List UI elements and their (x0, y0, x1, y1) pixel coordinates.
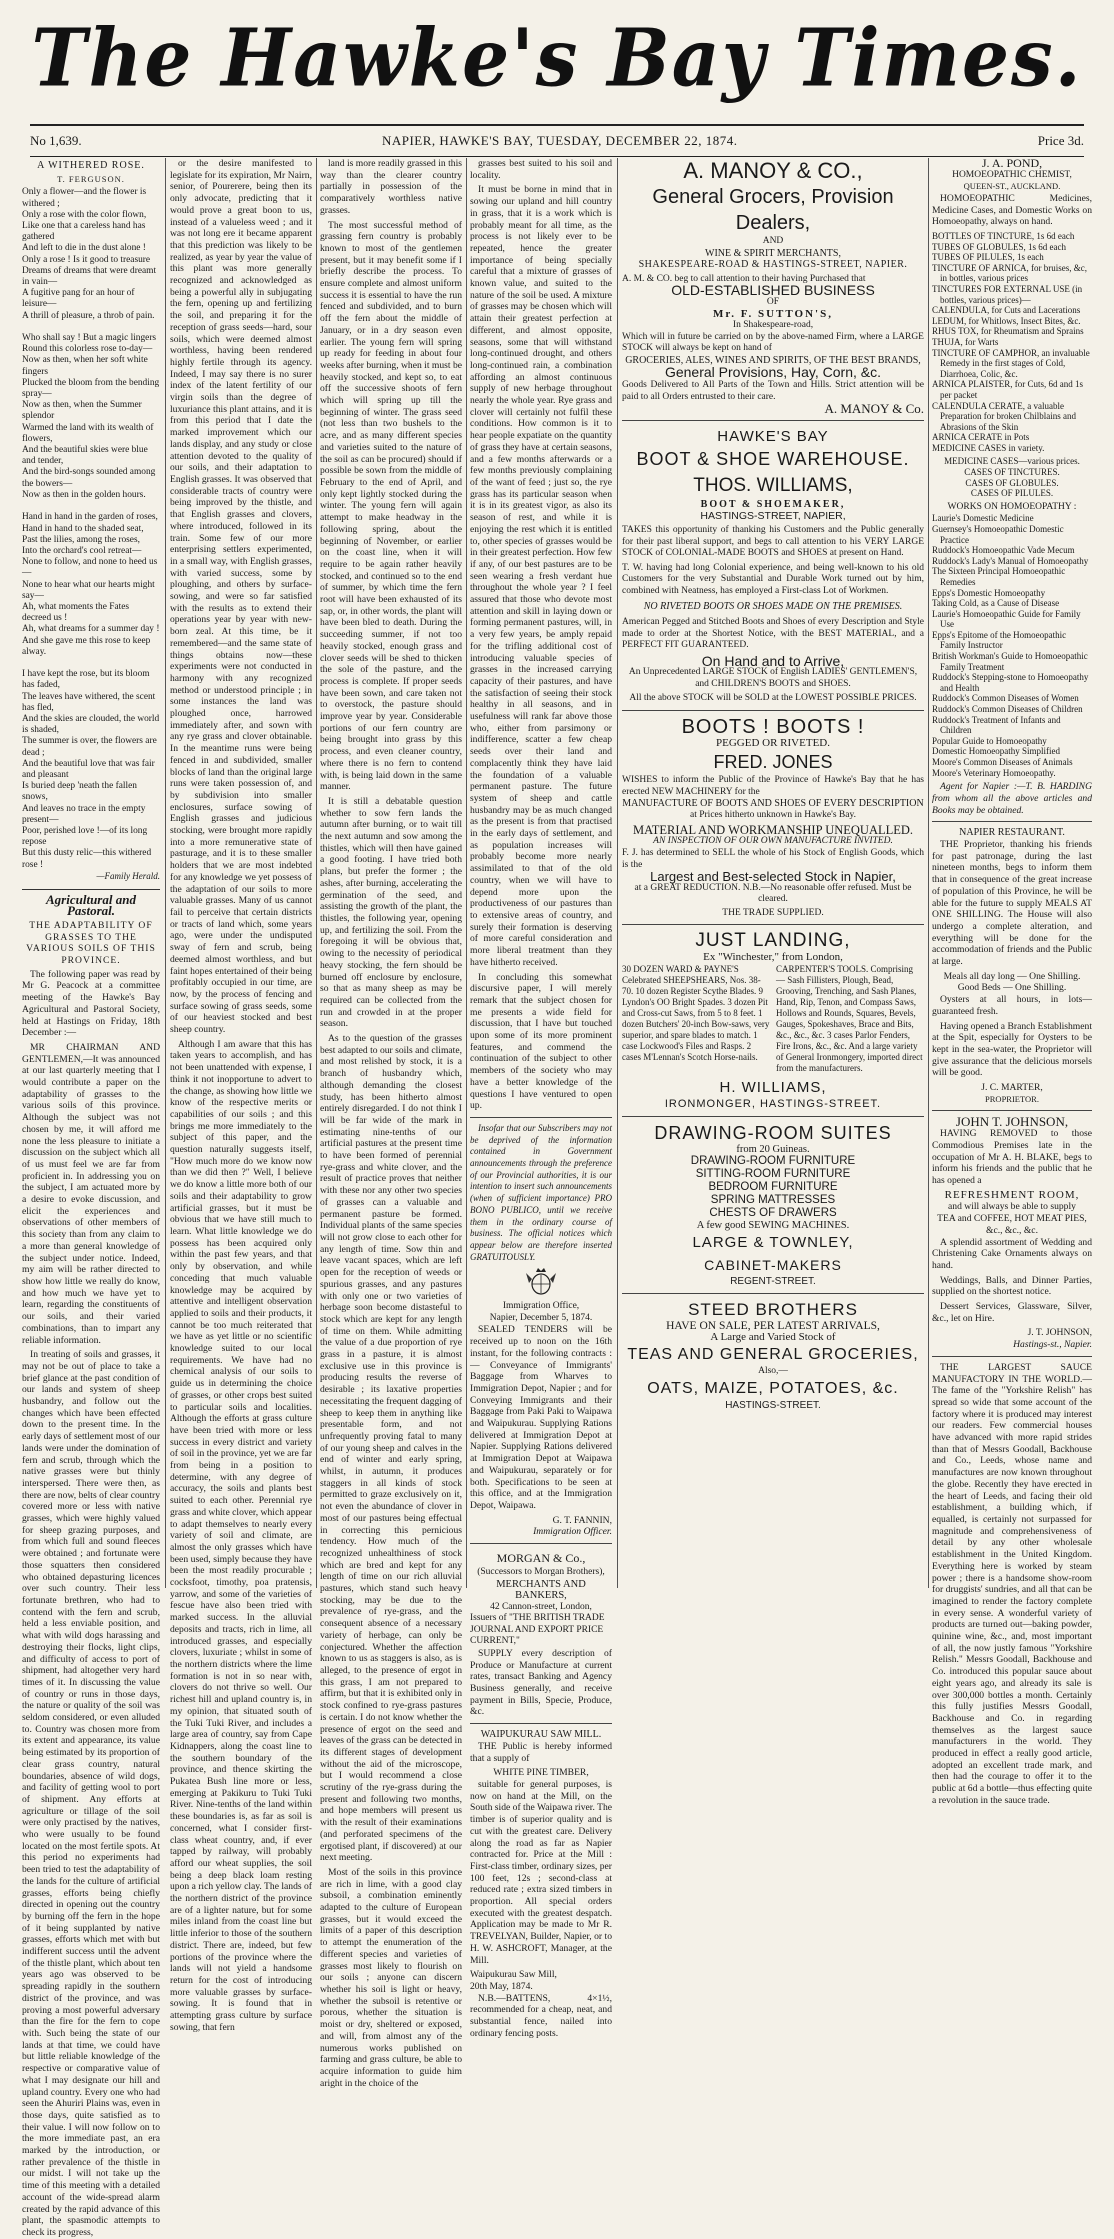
jones-material: MATERIAL AND WORKMANSHIP UNEQUALLED. (632, 822, 914, 837)
boot-arrive: On Hand and to Arrive, (701, 652, 845, 669)
immigration-role: Immigration Officer. (533, 1526, 612, 1538)
steed-also: Also,— (758, 1366, 788, 1377)
work-item: Laurie's Domestic Medicine (932, 513, 1034, 524)
jones-largest: Largest and Best-selected Stock in Napier, (650, 869, 896, 885)
johnson-room: REFRESHMENT ROOM, (944, 1188, 1080, 1201)
divider (932, 1110, 1092, 1111)
manoy-delivery: Goods Delivered to All Parts of the Town and Hills. Strict attention will be paid to all Orders entrusted to their care. (622, 380, 924, 402)
saw-mill-body: THE Public is hereby informed that a supply of (470, 1740, 612, 1764)
divider (932, 1356, 1092, 1357)
price-item: ARNICA CERATE in Pots (932, 432, 1030, 443)
morgan-body: SUPPLY every description of Produce or Manufacture at current rates, transact Banking and Agency Business generally, and receive payment in Bills, Specie, Produce, &c. (470, 1647, 612, 1718)
landing-right: CARPENTER'S TOOLS. Comprising — Sash Fillisters, Plough, Bead, Grooving, Trenching, and Sash Planes, Hand, Rip, Tenon, and Compass Saws, Hollows and Rounds, Squares, Bevels, Gauges, Spokeshaves, Brace and Bits, &c., &c., &c. 3 cases Parlor Fenders, Fire Irons, &c., &c. And a large variety of General Ironmongery, imported direct from the manufacturers. (776, 963, 923, 1073)
article-paragraph: Most of the soils in this province are rich in lime, with a good clay subsoil, a combination eminently adapted to the culture of European grasses, but it would exceed the limits of a paper of this description to attempt the enumeration of the different species and varieties of grasses most likely to flourish on our soils ; anyone can discern whether his soil is light or heavy, whether the subsoil is retentive or porous, whether the situation is moist or dry, sheltered or exposed, and will, from almost any of the numerous works published on farming and grass culture, be able to acquire information to guide him aright in the choice of the (320, 1866, 462, 2089)
price-item: CALENDULA CERATE, a valuable Preparation for broken Chilblains and Abrasions of the Skin (932, 400, 1076, 432)
boot-body1: TAKES this opportunity of thanking his Customers and the Public generally for their past liberal support, and begs to call attention to his VERY LARGE STOCK of COLONIAL-MADE BOOTS and SHOES at present on Hand. (622, 525, 924, 559)
boot-body3: American Pegged and Stitched Boots and Shoes of every Description and Style made to order at the Shortest Notice, with the BEST MATERIAL, and a PERFECT FIT GUARANTEED. (622, 617, 924, 651)
masthead (0, 0, 1114, 118)
manoy-title: A. MANOY & CO., (683, 158, 863, 183)
work-item: Epps's Epitome of the Homoeopathic Family Instructor (932, 629, 1067, 651)
work-item: Laurie's Homoeopathic Guide for Family Use (932, 608, 1081, 630)
article-paragraph: In concluding this somewhat discursive paper, I will merely remark that the subject chosen for me presents a wide field for discussion, that I have but touched upon some of its more prominent features, and commend the continuation of the subject to other members of the society who may have a better knowledge of the questions I have ventured to open up. (470, 971, 612, 1112)
steed-advert (622, 1299, 924, 1412)
restaurant-role: PROPRIETOR. (985, 1093, 1039, 1104)
boot-trade: BOOT & SHOEMAKER, (700, 498, 846, 510)
morgan-sub: (Successors to Morgan Brothers), (477, 1567, 605, 1578)
johnson-body: HAVING REMOVED to those Commodious Premises late in the occupation of Mr A. H. BLAKE, begs to inform his friends and the public that he has opened a (932, 1128, 1092, 1186)
johnson-cakes: A splendid assortment of Wedding and Christening Cake Ornaments always on hand. (932, 1236, 1092, 1271)
editorial-notice: Insofar that our Subscribers may not be deprived of the information contained in Government announcements through the preference of our Provincial authorities, it is our intention to insert such announcements (when of sufficient importance) PRO BONO PUBLICO, until we receive them in the ordinary course of business. The official notices which appear below are therefore inserted GRATUITOUSLY. (470, 1122, 612, 1262)
boot-owner: THOS. WILLIAMS, (693, 474, 853, 496)
saw-mill-title: WAIPUKURAU SAW MILL. (480, 1729, 602, 1741)
column-2 (170, 158, 312, 2033)
work-item: Guernsey's Homoeopathic Domestic Practice (932, 523, 1064, 545)
price-item: BOTTLES OF TINCTURE, 1s 6d each (932, 231, 1075, 242)
jones-body3: at Prices hitherto unknown in Hawke's Bay. (690, 810, 856, 821)
boot-body2: T. W. having had long Colonial experience, and being well-known to his old Customers for the very Substantial and Durable Work turned out by him, combined with Neatness, has employed a First-class Lot of Workmen. (622, 562, 924, 596)
manoy-advert (622, 158, 924, 415)
restaurant-sign: J. C. MARTER, (981, 1082, 1043, 1094)
jones-title: BOOTS ! BOOTS ! (681, 715, 865, 738)
poem-text: Only a flower—and the flower is withered ; Only a rose with the color flown, Like one that a careless hand has gathered And left to die in the dust alone ! Only a rose ! Is it good to treasure Dreams of dreams that were dreamt in vain— A fugitive pang for an hour of leisure— A thrill of pleasure, a throb of pain. Who shall say ! But a magic lingers Round this colorless rose to-day— Now as then, when her soft white fingers Plucked the bloom from the bending spray— Now as then, when the Summer splendor Warmed the land with its wealth of flowers, And the beautiful skies were blue and tender, And the bird-songs sounded among the bowers— Now as then in the golden hours. Hand in hand in the garden of roses, Hand in hand to the shaded seat, Past the lilies, among the roses, Into the orchard's cool retreat— None to follow, and none to heed us— None to hear what our hearts might say— Ah, what moments the Fates decreed us ! Ah, what dreams for a summer day ! And she gave me this rose to keep alway. I have kept the rose, but its bloom has faded, The leaves have withered, the scent has fled, And the skies are clouded, the world is shaded, The summer is over, the flowers are dead ; And the beautiful love that was fair and pleasant Is buried deep 'neath the fallen snows, And leaves no trace in the empty present— Poor, perished love !—of its long repose But this dusty relic—this withered rose ! (22, 187, 160, 870)
work-item: Taking Cold, as a Cause of Disease (932, 598, 1060, 609)
poem-source: —Family Herald. (96, 870, 160, 881)
divider (622, 1293, 924, 1294)
article-paragraph: grasses best suited to his soil and locality. (470, 158, 612, 181)
price-item: LEDUM, for Whitlows, Insect Bites, &c. (932, 315, 1081, 326)
case-item: MEDICINE CASES—various prices. (944, 456, 1080, 467)
royal-crest-icon (521, 1267, 561, 1297)
landing-sign2: IRONMONGER, HASTINGS-STREET. (664, 1097, 882, 1110)
landing-ex: Ex "Winchester," from London, (703, 951, 843, 964)
column-rule (316, 158, 317, 1588)
boot-lowest: All the above STOCK will be SOLD at the LOWEST POSSIBLE PRICES. (629, 693, 917, 704)
pond-name: J. A. POND, (981, 156, 1043, 170)
steed-oats: OATS, MAIZE, POTATOES, &c. (647, 1379, 899, 1397)
landing-left: 30 DOZEN WARD & PAYNE'S Celebrated SHEEPSHEARS, Nos. 38-70. 10 dozen Register Scythe Blades. 9 Lyndon's OO Bright Spades. 3 dozen Pit and Cross-cut Saws, from 5 to 8 feet. 1 dozen Butchers' 20-inch Bow-saws, very superior, and spare blades to match. 1 case Lockwood's Files and Rasps. 2 cases M'Lennan's Scotch Horse-nails. (622, 963, 770, 1062)
immigration-body: SEALED TENDERS will be received up to noon on the 16th instant, for the following contracts :— Conveyance of Immigrants' Baggage from Wharves to Immigration Depot, Napier ; and for Conveying Immigrants and their Baggage from Paki Paki to Waipawa and Waipukurau. Supplying Rations delivered at Immigration Depot at Napier. Supplying Rations delivered at Immigration Depot at Waipawa and Waipukurau, separately or for both. Specifications to be seen at this office, and at the Immigration Depot, Waipawa. (470, 1324, 612, 1511)
price-item: TUBES OF GLOBULES, 1s 6d each (932, 241, 1066, 252)
townley-item: DRAWING-ROOM FURNITURE (690, 1155, 856, 1168)
johnson-street: Hastings-st., Napier. (1013, 1339, 1092, 1351)
immigration-signature: G. T. FANNIN, (552, 1514, 612, 1526)
steed-teas: TEAS AND GENERAL GROCERIES, (627, 1346, 919, 1364)
manoy-intro: A. M. & CO. beg to call attention to their having Purchased that (622, 273, 866, 284)
steed-line2: A Large and Varied Stock of (710, 1331, 836, 1344)
townley-few: A few good SEWING MACHINES. (696, 1220, 850, 1232)
restaurant-title: NAPIER RESTAURANT. (959, 827, 1065, 839)
immigration-office: Immigration Office, (502, 1301, 580, 1312)
morgan-line: MERCHANTS AND BANKERS, (496, 1578, 586, 1602)
townley-firm2: CABINET-MAKERS (704, 1257, 842, 1274)
jones-sub: PEGGED OR RIVETED. (716, 736, 830, 749)
townley-item: SPRING MATTRESSES (710, 1194, 836, 1207)
jones-inspection: AN INSPECTION OF OUR OWN MANUFACTURE INVITED. (653, 836, 893, 847)
jones-name: FRED. JONES (713, 752, 833, 773)
johnson-dessert: Dessert Services, Glassware, Silver, &c., let on Hire. (932, 1301, 1092, 1324)
landing-sign: H. WILLIAMS, (719, 1078, 827, 1096)
column-5-adverts (622, 158, 924, 1588)
boot-riveted: NO RIVETED BOOTS OR SHOES MADE ON THE PREMISES. (643, 601, 903, 613)
restaurant-meals: Meals all day long — One Shilling. (943, 970, 1081, 982)
manoy-goods: GROCERIES, ALES, WINES AND SPIRITS, OF THE BEST BRANDS, (625, 354, 921, 366)
article-paragraph: Although I am aware that this has taken years to accomplish, and has not been unattended with expense, I think it not inopportune to advert to the change, as showing how little we know of the respective merits or capabilities of our soils ; and this brings me more immediately to the subject of this paper, and the question naturally suggests itself, "How much more do we know now than we did then ?" Well, I believe we do know a little more both of our soils and their adaptability to grow artificial grasses, but it must be obvious that we have still much to learn. What little knowledge we do possess has been acquired only within the past few years, and that only by observation, and while conceding that much valuable knowledge may be acquired by attentive and intelligent observation applied to soils and their products, it cannot be too much reiterated that we have as yet little or no scientific knowledge suited to our local requirements. We have had no chemical analysis of our soils to guide us in determining the choice of grasses, or other crops best suited to particular soils and localities. Although the efforts at grass culture have been tried with more or less success in every district and variety of soil in the province, yet we are far from being in a position to determine, with any degree of accuracy, the soils and plants best suited to each other. Perennial rye grass and white clover, which appear to adapt themselves to nearly every variety of soil and climate, are almost the only grasses which have been used, simply because they have been the most readily procurable ; cocksfoot, timothy, poa pratensis, yarrow, and some of the varieties of fescue have also been tried with marked success. In the alluvial deposits and tracts, rich in lime, all introduced grasses, and especially clovers, luxuriate ; whilst in some of the northern districts where the lime formation is not in so near with, clovers do not thrive so well. Our richest hill and upland country is, in my opinion, that situated south of the Tuki Tuki River, and includes a large area of country, say from Cape Kidnappers, along the coast line to the southern boundary of the province, and thence skirting the Pukatea Bush line more or less, emerging at Pakikuru to Tuki Tuki River. Nine-tenths of the land within these boundaries is, as far as soil is concerned, what I consider first-class wheat country, and, if ever tapped by railway, will probably afford our wheat supplies, the soil being a deep black loam resting upon a rich yellow clay. The lands of the northern district of the province are of a lighter nature, but for some miles inland from the coast line but little inferior to those of the southern district. There are, indeed, but few portions of the province where the lands will not yield a handsome return for the cost of introducing more valuable grasses by surface-sowing. It is found that in attempting grass culture by surface sowing, that fern (170, 1038, 312, 2033)
saw-mill-date: 20th May, 1874. (470, 1980, 533, 1992)
issue-number: No 1,639. (30, 133, 82, 148)
section-heading: Agricultural and Pastoral. (22, 889, 160, 917)
boot-arrive-body: An Unprecedented LARGE STOCK of English LADIES' GENTLEMEN'S, and CHILDREN'S BOOTS and SHOES. (628, 667, 918, 689)
manoy-line1: General Grocers, Provision Dealers, (652, 186, 894, 234)
work-item: Ruddock's Common Diseases of Women (932, 693, 1079, 704)
restaurant-oysters: Oysters at all hours, in lots—guaranteed fresh. (932, 994, 1092, 1017)
work-item: Epps's Domestic Homoeopathy (932, 587, 1046, 598)
townley-title: DRAWING-ROOM SUITES (654, 1122, 892, 1143)
manoy-body: Which will in future be carried on by the above-named Firm, where a LARGE STOCK will always be kept on hand of (622, 331, 924, 354)
price-item: ARNICA PLAISTER, for Cuts, 6d and 1s per packet (932, 379, 1084, 400)
work-item: Ruddock's Stepping-stone to Homoeopathy and Health (932, 672, 1089, 693)
morgan-title: MORGAN & Co., (496, 1551, 586, 1566)
article-paragraph: land is more readily grassed in this way than the clearer country partially in possession of the comparatively worthless native grasses. (320, 158, 462, 216)
work-item: British Workman's Guide to Homoeopathic Family Treatment (932, 651, 1088, 672)
work-item: Ruddock's Lady's Manual of Homoeopathy (932, 555, 1089, 566)
case-item: CASES OF PILULES. (970, 488, 1054, 499)
divider (470, 1723, 612, 1724)
article-paragraph: In treating of soils and grasses, it may not be out of place to take a brief glance at the past condition of our lands and system of sheep husbandry, and follow out the changes which have been effected down to the present time. In the early days of settlement most of our lands were under the domination of fern and scrub, through which the native grasses were but thinly interspersed. There were then, as there are now, belts of clear country covered more or less with native grasses, which were highly valued for sheep grazing purposes, and from which full and sound fleeces were obtained ; and fortunate were those squatters then considered who obtained depasturing licences over such country. Their less fortunate brethren, who had to contend with the fern and scrub, held a less enviable position, and what with wild dogs harassing and destroying their flocks, light clips, and difficulty of access to port of shipment, had altogether very hard times of it. In discussing the value of country or runs in those days, the nature or quality of the soil was seldom considered, or even alluded to. Country was chosen more from its extent and appearance, its value being estimated by its proportion of clear grass country, natural boundaries, absence of wild dogs, and facility of getting wool to port of shipment. Any efforts at agriculture or tillage of the soil were only practised by the natives, who were usually to be found located on the most fertile spots. At this period no experiments had been tried to test the adaptability of the lands for the culture of artificial grasses, efforts being chiefly directed in opening out the country by burning off the fern in the hope of it being supplanted by native grasses, efforts which met with but indifferent success until the advent of the thistle plant, which about ten years ago was observed to be spreading rapidly in the southern district of the province, and was proving a most powerful adversary than the fire for the fern to cope with. Such being the state of our lands at that time, we could have but little reliable knowledge of the respective or comparative value of what I may designate our hill and upland country. Every one who had seen the Ahuriri Plains was, even in those days, quite satisfied as to their value. I will now follow on to the more immediate past, an era marked by the introduction, or rather prevalence of the thistle in our midst. I will not take up the time of this meeting with a detailed account of the wide-spread alarm created by the rapid advance of this plant, the spasmodic attempts to check its progress, (22, 1349, 161, 2238)
boot-advert (622, 426, 924, 705)
article-paragraph: or the desire manifested to legislate for its expiration, Mr Nairn, senior, of Pourerere, being then its only advocate, predicting that it would prove a great boon to us, instead of a valueless weed ; and it was not long ere it became apparent that this prediction was likely to be realized, as year by year the value of this plant was more generally recognized and acknowledged as being a powerful ally in subjugating the fern, opening up and fertilizing the soil, and preparing it for the reception of grass seeds—hard, sour soils, which were deemed almost worthless, having been rendered highly fertile through its agency. Indeed, I may say there is no surer index of the latent fertility of our virgin soils than the degree of luxuriance this plant attains, and it is from this period that I date the marked improvement which our lands display, and any study or close attention devoted to the quality of our soils, and their adaptation to English grasses. It was observed that considerable tracts of country were being improved by the thistle, and that English grasses and clovers, where introduced, followed in its train. Some few of our more enterprising settlers experimented, in a small way, with English grasses, with varied success, some by ploughing, and others by surface-sowing, and were so far satisfied with the results as to extend their operations year by year with new-born zeal. At this time, be it remembered—and the same state of things obtains now—these experiments were not conducted in harmony with any recognized method or understood principle ; in some instances the land was ploughed once, harrowed immediately after, and sown with any rye grass and clover obtainable. In the meantime runs were being fenced in and subdivided, smaller blocks of land than the original large runs were taken possession of, and by subdivision into smaller enclosures, surface sowing of English grasses and judicious stocking, were brought more rapidly into a more remunerative state of pasturage, and it is to these smaller holders that we are most indebted for any knowledge we yet possess of the adaptation of our soils to more valuable grasses. Many of us cannot fail to perceive that certain districts or tracts of land which, some years ago, were under the undisputed sway of fern and scrub, being deemed almost worthless, and but faint hopes entertained of their being profitably occupied in our time, are now, by the process of fencing and surface sowing of grass seeds, some of our heaviest stocked and best sheep country. (170, 158, 312, 1036)
work-item: The Sixteen Principal Homoeopathic Remedies (932, 566, 1066, 587)
pond-works-title: WORKS ON HOMOEOPATHY : (947, 501, 1077, 512)
townley-item: SITTING-ROOM FURNITURE (695, 1168, 851, 1181)
column-4 (470, 158, 612, 2039)
poem-author: T. FERGUSON. (57, 173, 125, 184)
johnson-supply: and will always be able to supply (948, 1201, 1076, 1213)
work-item: Moore's Veterinary Homoeopathy. (932, 767, 1056, 778)
column-rule (928, 158, 929, 1588)
divider (622, 1116, 924, 1117)
townley-item: CHESTS OF DRAWERS (709, 1207, 837, 1220)
landing-lists (622, 964, 924, 1074)
restaurant-beds: Good Beds — One Shilling. (957, 982, 1067, 994)
restaurant-branch: Having opened a Branch Establishment at the Spit, especially for Oysters to be kept in the sea-water, the Proprietor will give assurance that the delicious morsels will be good. (932, 1020, 1092, 1079)
jones-advert (622, 716, 924, 920)
pond-title: HOMOEOPATHIC CHEMIST, (952, 169, 1072, 180)
article-paragraph: The most successful method of grassing fern country is probably known to most of the gentlemen present, but it may benefit some if I briefly describe the process. To ensure complete and almost uniform success it is essential to have the run fenced and subdivided, and to burn off the fern about the middle of January, or in a dry season even earlier. The young fern will spring up ready for feeding in about four weeks after burning, when it must be heavily stocked, and kept so, to eat off the successive shoots of fern which will spring up till the beginning of winter. The grass seed (not less than two bushels to the acre, and as many different species and varieties suited to the nature of the soil as can be procured) should if possible be sown from the middle of February to the end of April, and only kept lightly stocked during the winter. The young fern will again attempt to make headway in the following spring, about the beginning of November, or earlier on the coast line, when it will require to be again rather heavily stocked, and continued so to the end of summer, by which time the fern root will have been exhausted of its sap, or, in other words, the plant will have been bled to death. During the succeeding summer, if not too heavily stocked, enough grass and clover seeds will be shed to thicken the sole of the pasture, and the process is complete. If proper seeds have been sown, and care taken not to overstock, the pasture should improve year by year. Considerable portions of our fern country are being brought into grass by this process, and even cleaner country, where there is no fern to contend with, is being laid down in the same manner. (320, 219, 463, 793)
saw-mill-sign: Waipukurau Saw Mill, (470, 1969, 557, 1981)
pond-address: QUEEN-ST., AUCKLAND. (963, 181, 1061, 192)
steed-line1: HAVE ON SALE, PER LATEST ARRIVALS, (666, 1319, 880, 1332)
landing-advert (622, 930, 924, 1110)
masthead-title: The Hawke's Bay Times. (31, 11, 1083, 105)
manoy-business: OLD-ESTABLISHED BUSINESS (671, 282, 875, 299)
steed-street: HASTINGS-STREET. (725, 1399, 821, 1411)
work-item: Domestic Homoeopathy Simplified (932, 746, 1060, 757)
article-paragraph: MR CHAIRMAN AND GENTLEMEN,—It was announced at our last quarterly meeting that I would contribute a paper on the adaptability of grasses to the various soils of this province. Although the subject was not chosen by me, it will afford me none the less pleasure to initiate a discussion on the subject which all of us must feel we are far from proficient in. In addressing you on the subject, I am actuated more by a desire to evoke discussion, and elicit the experiences and observations of other members of this society than from any claim to a more than general knowledge of the subject under notice. Indeed, my aim will be rather directed to show how little we really do know, and how much we have yet to learn, regarding the constituents of our soils, and their varied combinations, than to impart any reliable information. (22, 1041, 160, 1346)
price-item: TINCTURE OF CAMPHOR, an invaluable Remedy in the first stages of Cold, Diarrhoea, Colic, &c. (932, 347, 1090, 379)
restaurant-body: THE Proprietor, thanking his friends for past patronage, during the last nineteen months, begs to inform them that in consequence of the great increase of population of this Province, he will be able for the future to supply MEALS AT ONE SHILLING. The House will also undergo a complete alteration, and everything will be done for the accommodation of friends and the Public at large. (932, 839, 1092, 968)
manoy-sign: A. MANOY & Co. (824, 401, 924, 417)
column-rule (466, 158, 467, 1588)
steed-title: STEED BROTHERS (688, 1299, 858, 1319)
manoy-and: AND (762, 236, 784, 246)
sauce-article: THE LARGEST SAUCE MANUFACTORY IN THE WORLD.—The fame of the "Yorkshire Relish" has spread so wide that some account of the factory where it is produced may interest our readers. Few commercial houses have advanced with more rapid strides than that of Messrs Goodall, Backhouse and Co., Leeds, whose name and manufactures are now known throughout the globe. Recently they have erected in the heart of Leeds, and facing their old establishment, a building which, if equalled, is certainly not surpassed for magnitude and comprehensiveness of detail by any other wholesale establishment in the United Kingdom. Everything here is worked by steam power ; there is a handsome show-room for druggists' sundries, and all that can be imagined to render the factory complete in every sense. A wonderful variety of products are turned out—baking powder, quinine wine, &c., and, most important of all, the now justly famous "Yorkshire Relish." Messrs Goodall, Backhouse and Co. introduced this popular sauce about eight years ago, and already its sale is over 300,000 bottles a month. Certainly this fully justifies Messrs Goodall, Backhouse and Co. in regarding themselves as the largest sauce manufacturers in the world. They produced in effect a really good article, adopted an excellent trade mark, and then had the courage to offer it to the public at 6d a bottle—thus effecting quite a revolution in the sauce trade. (932, 1361, 1092, 1806)
price-item: RHUS TOX, for Rheumatism and Sprains (932, 326, 1084, 337)
townley-advert (622, 1122, 924, 1288)
jones-body2: MANUFACTURE OF BOOTS AND SHOES OF EVERY DESCRIPTION (622, 798, 924, 810)
johnson-tea: TEA and COFFEE, HOT MEAT PIES, &c., &c., &c. (937, 1213, 1087, 1236)
case-item: CASES OF TINCTURES. (964, 467, 1060, 478)
jones-body4: F. J. has determined to SELL the whole of his Stock of English Goods, which is the (622, 848, 924, 870)
manoy-line3: SHAKESPEARE-ROAD & HASTINGS-STREET, NAPIER. (638, 259, 908, 271)
column-3 (320, 158, 463, 2089)
issue-date: NAPIER, HAWKE'S BAY, TUESDAY, DECEMBER 22, 1874. (381, 133, 738, 148)
price-item: THUJA, for Warts (932, 336, 999, 347)
morgan-address: 42 Cannon-street, London, (490, 1601, 592, 1612)
dateline (30, 124, 1084, 157)
column-rule (617, 158, 618, 1588)
boot-street: HASTINGS-STREET, NAPIER, (700, 509, 846, 522)
townley-from: from 20 Guineas. (736, 1143, 810, 1155)
work-item: Moore's Common Diseases of Animals (932, 757, 1073, 768)
price-item: TINCTURE OF ARNICA, for bruises, &c, in bottles, various prices (932, 262, 1087, 284)
johnson-weddings: Weddings, Balls, and Dinner Parties, supplied on the shortest notice. (932, 1274, 1092, 1298)
saw-mill-timber: WHITE PINE TIMBER, (493, 1767, 589, 1779)
divider (470, 1543, 612, 1544)
article-paragraph: It is still a debatable question whether to sow fern lands the autumn after burning, or to wait till the next autumn and sow among the thistles, which will then have gained a good footing. I have tried both plans, but prefer the former ; the ashes, after burning, accelerating the germination of the seed, and assisting the growth of the plant, the thistles, the following year, opening up, and fertilizing the soil. From the foregoing it will be obvious that, owing to the necessity of periodical heavy stocking, the fern should be burned off enclosure by enclosure, so that as many sheep as may be required can be collected from the run and crowded in at the proper season. (320, 795, 462, 1030)
divider (622, 924, 924, 925)
pond-body: HOMOEOPATHIC Medicines, Medicine Cases, and Domestic Works on Homoeopathy, always on hand. (932, 192, 1092, 228)
price-item: TINCTURES FOR EXTERNAL USE (in bottles, various prices)— (932, 283, 1083, 305)
article-paragraph: The following paper was read by Mr G. Peacock at a committee meeting of the Hawke's Bay Agricultural and Pastoral Society, held at Hastings on Friday, 18th December :— (22, 968, 160, 1039)
work-item: Ruddock's Common Diseases of Children (932, 704, 1083, 715)
price-item: MEDICINE CASES in variety. (932, 442, 1045, 453)
pond-works (932, 513, 1092, 778)
landing-title: JUST LANDING, (695, 930, 851, 952)
column-rule (165, 158, 166, 1588)
work-item: Ruddock's Treatment of Infants and Children (932, 714, 1061, 736)
article-paragraph: It must be borne in mind that in sowing our upland and hill country in grass, that it is a work which is probably meant for all time, as the process is not likely ever to be repeated, hence the greater importance of being specially careful that a mixture of grasses of known value, and suited to the nature of the soil be used. A mixture of grasses may be chosen which will attain their greatest perfection at different, and almost opposite, seasons, some that will withstand long-continued drought, and others long-continued rain, a combination affording an almost continuous supply of new herbage throughout nearly the whole year. Rye grass and clover will certainly not fulfil these conditions. How common is it to hear people expatiate on the quantity of grass they have at certain seasons, and a few months afterwards or a few months previously complaining of the want of feed ; just so, the rye grass has its particular season when it is in its greatest vigor, as also its season of rest, and while it is enjoying the rest which it is entitled to, other species of grasses would be in their greatest perfection. How few if any, of our best pastures are to be seen wearing a fresh verdant hue throughout the whole year ? I feel assured that those who devote most attention and skill in laying down or forming permanent pastures, will, in a very few years, be amply repaid for the trifling additional cost of introducing valuable species of grasses in the increased carrying capacity of their pastures, and have the satisfaction of seeing their stock healthy in all seasons, and in usefulness will rank far above those who, either from parsimony or indifference, scatter a few cheap seeds over their land and complacently think they have laid the foundation of a valuable permanent pasture. The future system of sheep and cattle husbandry may be as much changed as the present is from that practised in the early days of settlement, and as population increases will probably become more nearly assimilated to that of the old country, when we will have to depend more upon the productiveness of our pastures than to extensive areas of country, and surely their formation is deserving of more careful consideration and more liberal treatment than they have hitherto received. (470, 184, 612, 968)
manoy-line2: WINE & SPIRIT MERCHANTS, (705, 247, 841, 259)
divider (622, 420, 924, 421)
case-item: CASES OF GLOBULES. (965, 477, 1059, 488)
manoy-sutton: Mr. F. SUTTON'S, (713, 307, 833, 320)
work-item: Ruddock's Homoeopathic Vade Mecum (932, 545, 1075, 556)
work-item: Popular Guide to Homoeopathy (932, 735, 1047, 746)
pond-agent: Agent for Napier :—T. B. HARDING from whom all the above articles and Books may be obtained. (932, 781, 1092, 816)
manoy-general: General Provisions, Hay, Corn, &c. (664, 363, 882, 380)
immigration-date: Napier, December 5, 1874. (489, 1312, 593, 1323)
pond-price-list (932, 231, 1092, 453)
johnson-name: JOHN T. JOHNSON, (955, 1114, 1069, 1130)
article-paragraph: As to the question of the grasses best adapted to our soils and climate, and most relished by stock, it is a branch of husbandry which, although demanding the closest study, has been hitherto almost entirely disregarded. I do not think I will be far wide of the mark in estimating nine-tenths of our artificial pastures at the present time to have been formed of perennial rye-grass and white clover, and the result of practice proves that neither with these nor any other two species of grasses can a valuable and permanent pasture be formed. Individual plants of the same species will not grow close to each other for any length of time. Sow thin and leave vacant spaces, which are left open for the reception of weeds or spurious grasses, and any pastures with only one or two varieties of herbage soon become distasteful to stock which are kept for any length of time on them. While admitting the value of a due proportion of rye grass in a pasture, it is almost exclusive use in this province is producing results the reverse of desirable ; its laxative properties necessitating the frequent dagging of sheep to keep them in anything like presentable form, and not unfrequently proving fatal to many of our young sheep and calves in the end of winter and early spring, whilst, in autumn, it produces staggers in all kinds of stock permitted to graze exclusively on it, not even the abundance of clover in most of our pastures being effectual in correcting this pernicious tendency. How much of the recognized unhealthiness of stock which are bred and kept for any length of time on our rich alluvial pastures, which stand such heavy stocking, may be due to the prevalence of rye-grass, and the consequent absence of a necessary variety of herbage, can only be conjectured. Whether the affection known to us as staggers is also, as is alleged, to the presence of ergot in this grass, I am not prepared to affirm, but that it is exhibited only in stock confined to rye-grass pastures is certain. I do not know whether the presence of ergot on the seed and leaves of the grass can be detected in its different stages of development without the aid of the microscope, but I would recommend a close scrutiny of the rye-grass during the present and following two months, and hope members will present us with the result of their examinations (and perforated specimens of the ergotised plant, if discovered) at our next meeting. (320, 1033, 463, 1864)
boot-title2: BOOT & SHOE WAREHOUSE. (636, 448, 910, 469)
saw-mill-body: suitable for general purposes, is now on hand at the Mill, on the South side of the Waipawa river. The timber is of superior quality and is cut with the greatest care. Delivery along the road as far as Napier contracted for. Price at the Mill : First-class timber, ordinary sizes, per 100 feet, 12s ; second-class at reduced rate ; extra sized timbers in proportion. All special orders executed with the greatest despatch. Application may be made to Mr R. TREVELYAN, Builder, Napier, or to H. W. ASHCROFT, Manager, at the Mill. (470, 1778, 612, 1966)
saw-mill-note: N.B.—BATTENS, 4×1½, recommended for a cheap, neat, and substantial fence, nailed into ordinary fencing posts. (470, 1992, 612, 2039)
divider (932, 821, 1092, 822)
divider (470, 1117, 612, 1118)
pond-cases (932, 456, 1092, 498)
price-item: CALENDULA, for Cuts and Lacerations (932, 305, 1081, 316)
article-title: THE ADAPTABILITY OF GRASSES TO THE VARIOUS SOILS OF THIS PROVINCE. (26, 919, 156, 967)
morgan-issuers: Issuers of "THE BRITISH TRADE JOURNAL AND EXPORT PRICE CURRENT," (470, 1613, 605, 1647)
johnson-sign: J. T. JOHNSON, (1027, 1327, 1092, 1339)
jones-trade: THE TRADE SUPPLIED. (722, 907, 824, 918)
townley-item: BEDROOM FURNITURE (708, 1181, 838, 1194)
manoy-of: OF (766, 297, 780, 308)
jones-body5: at a GREAT REDUCTION. N.B.—No reasonable offer refused. Must be cleared. (634, 882, 912, 905)
townley-street: REGENT-STREET. (730, 1276, 816, 1288)
column-1 (22, 158, 161, 2238)
manoy-loc: In Shakespeare-road, (732, 320, 814, 331)
jones-body1: WISHES to inform the Public of the Province of Hawke's Bay that he has erected NEW MACHINERY for the (622, 775, 924, 797)
divider (622, 710, 924, 711)
poem-title: A WITHERED ROSE. (37, 160, 145, 171)
townley-firm: LARGE & TOWNLEY, (692, 1234, 854, 1252)
price-item: TUBES OF PILULES, 1s each (932, 252, 1044, 263)
column-6 (932, 156, 1092, 1806)
boot-title1: HAWKE'S BAY (717, 427, 829, 445)
issue-price: Price 3d. (1037, 133, 1084, 148)
